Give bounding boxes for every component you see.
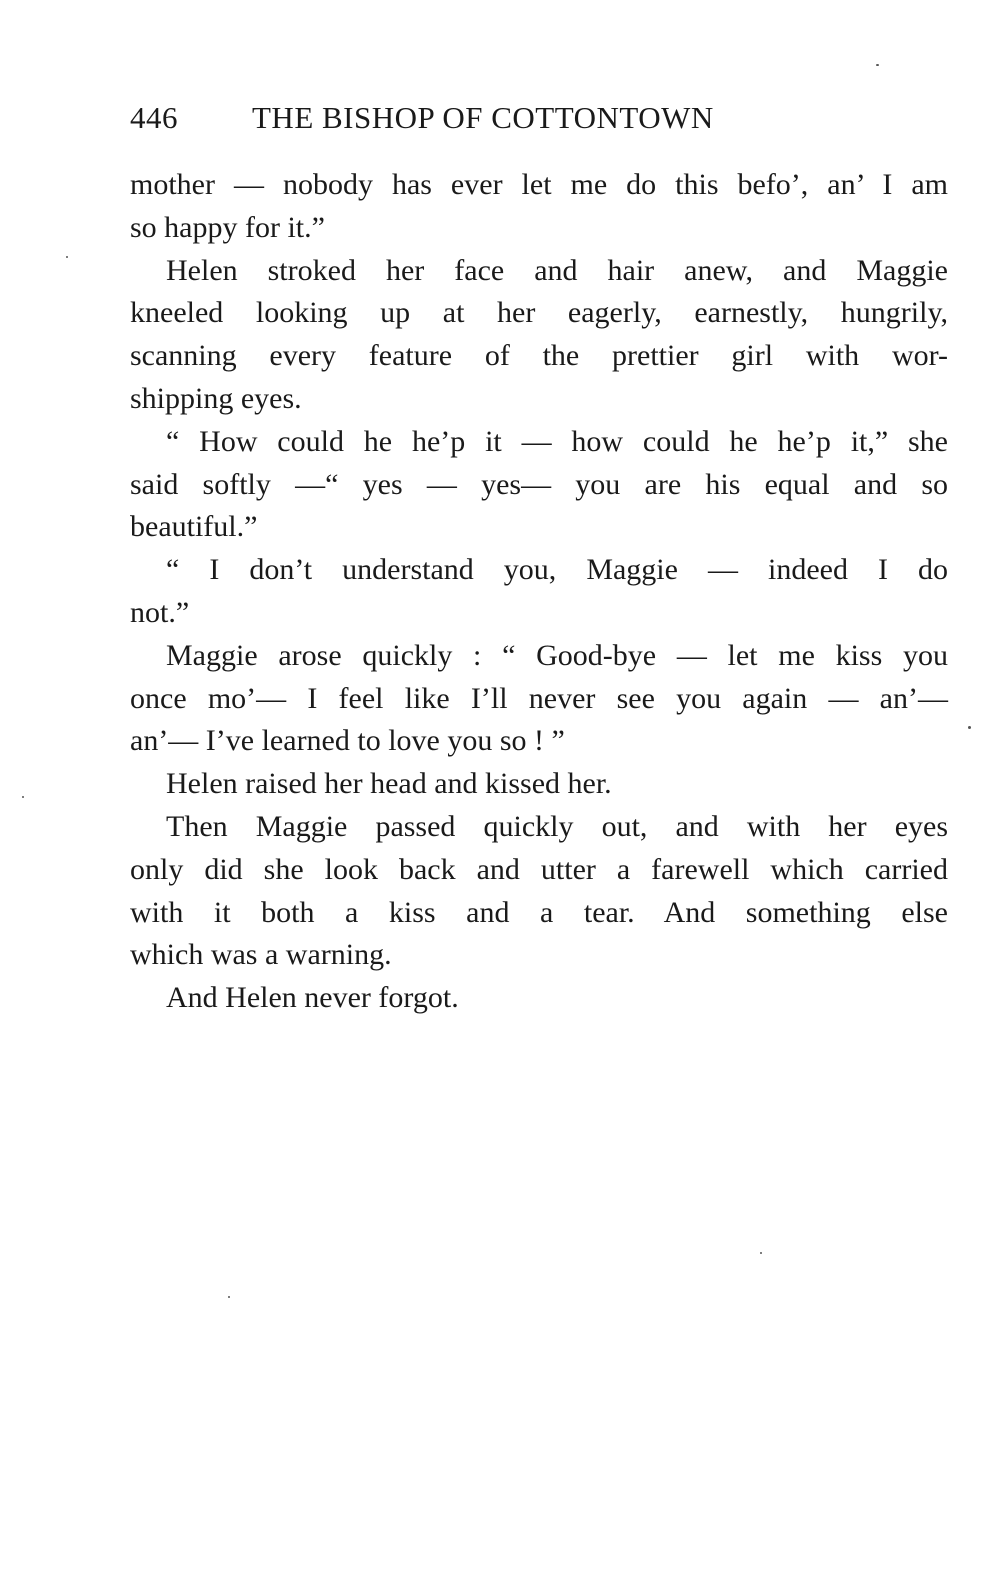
scan-speck [968, 726, 971, 729]
running-title: THE BISHOP OF COTTONTOWN [252, 100, 714, 135]
scan-speck [228, 1296, 230, 1298]
text-line: which was a warning. [130, 938, 392, 972]
text-line: an’— I’ve learned to love you so ! ” [130, 724, 565, 758]
text-line: “ I don’t understand you, Maggie — indeed I do [166, 553, 948, 587]
text-line: Helen raised her head and kissed her. [166, 767, 612, 801]
text-line: kneeled looking up at her eagerly, earnestly, hungrily, [130, 296, 948, 330]
scan-speck [876, 64, 879, 66]
text-line: scanning every feature of the prettier girl with wor- [130, 339, 948, 373]
page-number: 446 [130, 100, 178, 135]
text-line: beautiful.” [130, 510, 258, 544]
text-line: said softly —“ yes — yes— you are his equal and so [130, 467, 948, 501]
text-line: Helen stroked her face and hair anew, and Maggie [166, 253, 948, 287]
text-line: not.” [130, 595, 190, 629]
text-line: Maggie arose quickly : “ Good-bye — let me kiss you [166, 638, 948, 672]
text-line: mother — nobody has ever let me do this befo’, an’ I am [130, 168, 948, 201]
body-text [130, 164, 948, 1020]
text-line: once mo’— I feel like I’ll never see you again — an’— [130, 681, 948, 715]
text-line: only did she look back and utter a farewell which carried [130, 852, 948, 886]
scan-speck [760, 1252, 762, 1254]
text-line: Then Maggie passed quickly out, and with her eyes [166, 809, 948, 843]
running-head [130, 98, 850, 138]
text-line: so happy for it.” [130, 210, 325, 244]
text-line: with it both a kiss and a tear. And something else [130, 895, 948, 929]
text-line: And Helen never forgot. [166, 981, 459, 1015]
text-line: “ How could he he’p it — how could he he’p it,” she [166, 424, 948, 458]
scan-speck [66, 256, 68, 258]
text-line: shipping eyes. [130, 381, 302, 415]
scan-speck [22, 796, 24, 798]
